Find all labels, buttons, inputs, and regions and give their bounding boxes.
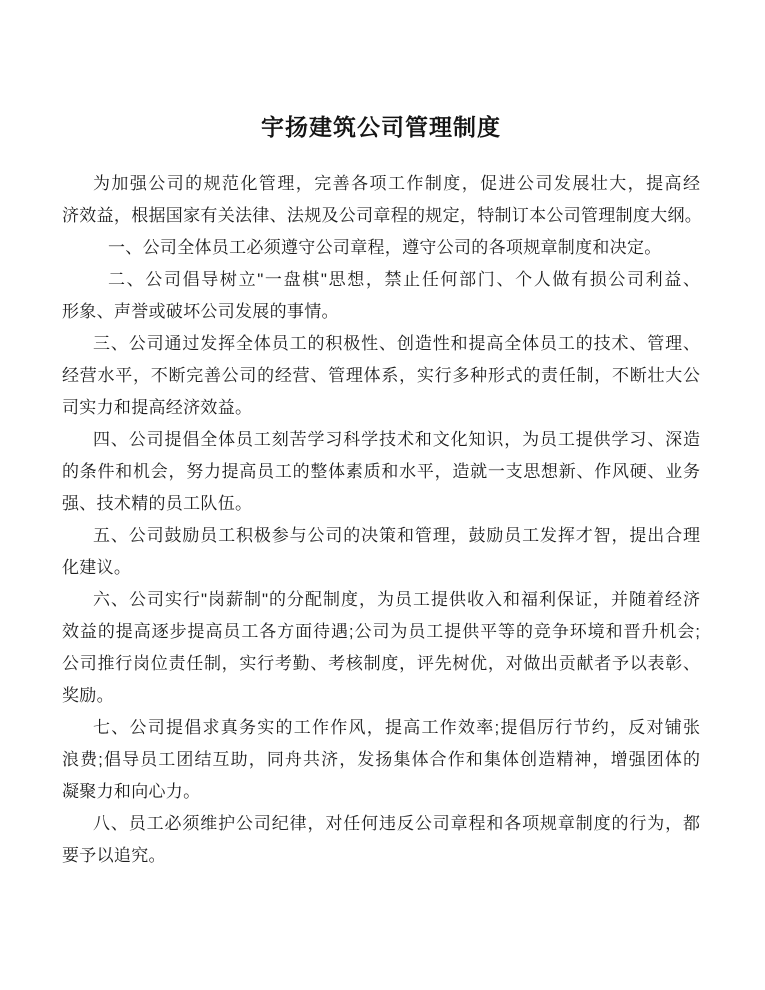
paragraph xyxy=(62,232,700,264)
text-line: 司实力和提高经济效益。 xyxy=(62,398,253,417)
text-line: 要予以追究。 xyxy=(62,846,166,865)
text-line: 经营水平，不断完善公司的经营、管理体系，实行多种形式的责任制，不断壮大公 xyxy=(62,366,700,385)
text-line: 公司推行岗位责任制，实行考勤、考核制度，评先树优，对做出贡献者予以表彰、 xyxy=(62,654,700,673)
document-title: 宇扬建筑公司管理制度 xyxy=(261,114,501,140)
text-line: 二、公司倡导树立"一盘棋"思想，禁止任何部门、个人做有损公司利益、 xyxy=(108,270,700,289)
paragraph xyxy=(62,712,700,808)
document-body xyxy=(62,168,703,872)
text-line: 为加强公司的规范化管理，完善各项工作制度，促进公司发展壮大，提高经 xyxy=(93,174,700,193)
paragraph xyxy=(62,520,700,584)
text-line: 奖励。 xyxy=(62,686,114,705)
paragraph xyxy=(62,168,703,232)
text-line: 四、公司提倡全体员工刻苦学习科学技术和文化知识，为员工提供学习、深造 xyxy=(93,430,700,449)
paragraph xyxy=(62,328,700,424)
text-line: 化建议。 xyxy=(62,558,132,577)
paragraph xyxy=(62,808,700,872)
text-line: 三、公司通过发挥全体员工的积极性、创造性和提高全体员工的技术、管理、 xyxy=(93,334,700,353)
text-line: 七、公司提倡求真务实的工作作风，提高工作效率;提倡厉行节约，反对铺张 xyxy=(93,718,700,737)
text-line: 一、公司全体员工必须遵守公司章程，遵守公司的各项规章制度和决定。 xyxy=(108,238,662,257)
text-line: 八、员工必须维护公司纪律，对任何违反公司章程和各项规章制度的行为，都 xyxy=(93,814,700,833)
text-line: 凝聚力和向心力。 xyxy=(62,782,201,801)
text-line: 浪费;倡导员工团结互助，同舟共济，发扬集体合作和集体创造精神，增强团体的 xyxy=(62,750,700,769)
text-line: 强、技术精的员工队伍。 xyxy=(62,494,253,513)
text-line: 六、公司实行"岗薪制"的分配制度，为员工提供收入和福利保证，并随着经济 xyxy=(93,590,700,609)
paragraph xyxy=(62,424,700,520)
text-line: 效益的提高逐步提高员工各方面待遇;公司为员工提供平等的竞争环境和晋升机会; xyxy=(62,622,700,641)
text-line: 五、公司鼓励员工积极参与公司的决策和管理，鼓励员工发挥才智，提出合理 xyxy=(93,526,700,545)
paragraph xyxy=(62,584,700,712)
text-line: 形象、声誉或破坏公司发展的事情。 xyxy=(62,302,339,321)
text-line: 的条件和机会，努力提高员工的整体素质和水平，造就一支思想新、作风硬、业务 xyxy=(62,462,700,481)
paragraph xyxy=(62,264,700,328)
text-line: 济效益，根据国家有关法律、法规及公司章程的规定，特制订本公司管理制度大纲。 xyxy=(62,206,703,225)
